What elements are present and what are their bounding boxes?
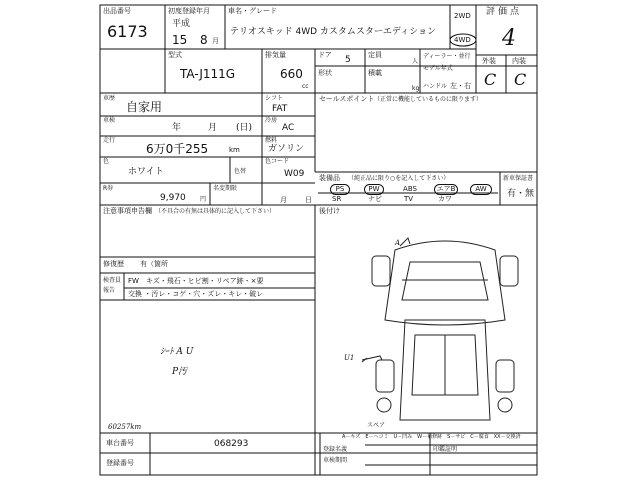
check-row-1: FW キズ・飛石・ヒビ割・リペア跡・×要 bbox=[128, 277, 264, 285]
fuel-label: 燃料 bbox=[265, 137, 278, 144]
warranty-value: 有・無 bbox=[507, 189, 535, 199]
drive-4wd: 4WD bbox=[454, 36, 471, 44]
color-code-value: W09 bbox=[284, 169, 305, 179]
shape-label: 形状 bbox=[318, 69, 332, 77]
notes-label: 注意事項申告欄 bbox=[103, 207, 152, 215]
recycle-unit: 円 bbox=[200, 196, 207, 203]
inspection-label: 車検 bbox=[103, 117, 116, 124]
warranty-label: 新車保証書 bbox=[503, 175, 534, 182]
mileage-label: 走行 bbox=[103, 137, 116, 144]
aircon-label: 冷房 bbox=[265, 117, 278, 124]
capacity-unit: 人 bbox=[412, 58, 419, 65]
car-name-value: テリオスキッド 4WD カスタムスターエディション bbox=[230, 27, 437, 37]
interior-label: 内装 bbox=[512, 57, 526, 65]
dealer-label: ディーラー・並行 bbox=[423, 53, 471, 60]
owner-label: 登録名義 bbox=[323, 446, 348, 453]
model-year-label: モデル年式 bbox=[423, 65, 453, 72]
handwritten-p-note: P汚 bbox=[172, 367, 188, 377]
model-value: TA-J111G bbox=[180, 67, 236, 81]
check-label-1: 検査員 bbox=[103, 277, 122, 284]
handle-value: 左・右 bbox=[450, 82, 471, 90]
transfer-label: 名変期限 bbox=[213, 185, 238, 192]
aircon-value: AC bbox=[282, 123, 295, 133]
equipment-ps: PS bbox=[330, 184, 350, 195]
handle-label: ハンドル bbox=[423, 83, 448, 90]
equipment-abs: ABS bbox=[403, 185, 417, 193]
model-label: 型式 bbox=[168, 51, 182, 59]
displacement-label: 排気量 bbox=[265, 51, 286, 59]
fuel-value: ガソリン bbox=[268, 144, 305, 154]
doors-label: ドア bbox=[318, 51, 332, 59]
chassis-label: 車台番号 bbox=[106, 439, 134, 447]
handwritten-seat-note: ｼｰﾄ A U bbox=[160, 347, 194, 357]
color-change-label: 色替 bbox=[234, 168, 247, 175]
inspection-year: 年 bbox=[172, 123, 182, 133]
color-code-label: 色コード bbox=[265, 158, 290, 165]
handwritten-odo: 60257km bbox=[108, 423, 142, 431]
drive-2wd: 2WD bbox=[454, 12, 471, 20]
equipment-leather: カワ bbox=[438, 195, 452, 203]
remodel-label: 後付け bbox=[319, 207, 340, 215]
first-reg-year: 15 bbox=[172, 33, 188, 47]
doors-value: 5 bbox=[345, 55, 351, 65]
equipment-pw: PW bbox=[364, 184, 384, 195]
diagram-mark-u1: U1 bbox=[344, 354, 355, 362]
car-name-label: 車名・グレード bbox=[228, 7, 277, 15]
inspection-day: (日) bbox=[236, 123, 253, 133]
equipment-sr: SR bbox=[332, 195, 342, 203]
equipment-navi: ナビ bbox=[368, 195, 382, 203]
registration-label: 登録番号 bbox=[106, 459, 134, 467]
first-reg-month-unit: 月 bbox=[212, 37, 219, 45]
equipment-tv: TV bbox=[404, 195, 414, 203]
equipment-note: （純正品に限り○を記入して下さい） bbox=[348, 175, 450, 182]
repair-label: 修復歴 bbox=[103, 260, 124, 268]
mileage-unit: km bbox=[229, 146, 240, 154]
notes-note: （不具合の有無は具体的に記入して下さい） bbox=[155, 208, 276, 215]
diagram-spare: スペア bbox=[367, 422, 386, 429]
first-reg-month: 8 bbox=[200, 33, 208, 47]
color-value: ホワイト bbox=[128, 167, 164, 177]
load-unit: kg bbox=[412, 85, 420, 92]
usage-label: 車歴 bbox=[103, 95, 116, 102]
chassis-value: 068293 bbox=[214, 439, 249, 449]
interior-grade: C bbox=[514, 70, 527, 89]
lot-number: 6173 bbox=[107, 22, 148, 41]
check-row-2: 交換 ・汚レ・コゲ・穴・ズレ・キレ・破レ bbox=[128, 290, 264, 298]
displacement-unit: cc bbox=[302, 83, 309, 90]
shift-value: FAT bbox=[272, 104, 288, 114]
load-label: 積載 bbox=[368, 69, 382, 77]
equipment-aw: AW bbox=[470, 184, 492, 195]
exterior-grade: C bbox=[484, 70, 497, 89]
inspection-month: 月 bbox=[208, 123, 218, 133]
color-label: 色 bbox=[103, 158, 110, 165]
recycle-value: 9,970 bbox=[160, 193, 186, 203]
transfer-month: 月 bbox=[280, 196, 287, 204]
score-label: 評価点 bbox=[486, 7, 523, 17]
usage-value: 自家用 bbox=[126, 100, 163, 114]
score-value: 4 bbox=[502, 26, 516, 51]
sales-point-note: （正常に機能しているものに限ります） bbox=[374, 96, 483, 103]
sales-point-label: セールスポイント bbox=[319, 95, 375, 103]
transfer-day: 日 bbox=[305, 196, 312, 204]
recycle-label: R券 bbox=[103, 185, 114, 192]
shift-label: シフト bbox=[265, 95, 284, 102]
check-label-2: 報告 bbox=[103, 287, 116, 294]
lot-label: 出品番号 bbox=[103, 7, 131, 15]
capacity-label: 定員 bbox=[368, 51, 382, 59]
mileage-value: 6万0千255 bbox=[146, 142, 209, 156]
exterior-label: 外装 bbox=[482, 57, 496, 65]
duration-label: 車検期間 bbox=[323, 457, 348, 464]
first-reg-era: 平成 bbox=[172, 19, 191, 29]
equipment-airbag: エアB bbox=[434, 184, 458, 195]
displacement-value: 660 bbox=[280, 67, 303, 81]
damage-legend: A－キズ E－ヘコミ U－凹み W－補修跡 S－サビ C－腐食 XX－交換済 bbox=[342, 434, 521, 440]
repair-value: 有（箇所 bbox=[140, 260, 168, 268]
owner-seal-label: 印鑑証明 bbox=[433, 446, 458, 453]
diagram-mark-a: A bbox=[395, 239, 401, 247]
first-reg-label: 初度登録年月 bbox=[168, 7, 210, 15]
equipment-label: 装備品 bbox=[319, 174, 340, 182]
